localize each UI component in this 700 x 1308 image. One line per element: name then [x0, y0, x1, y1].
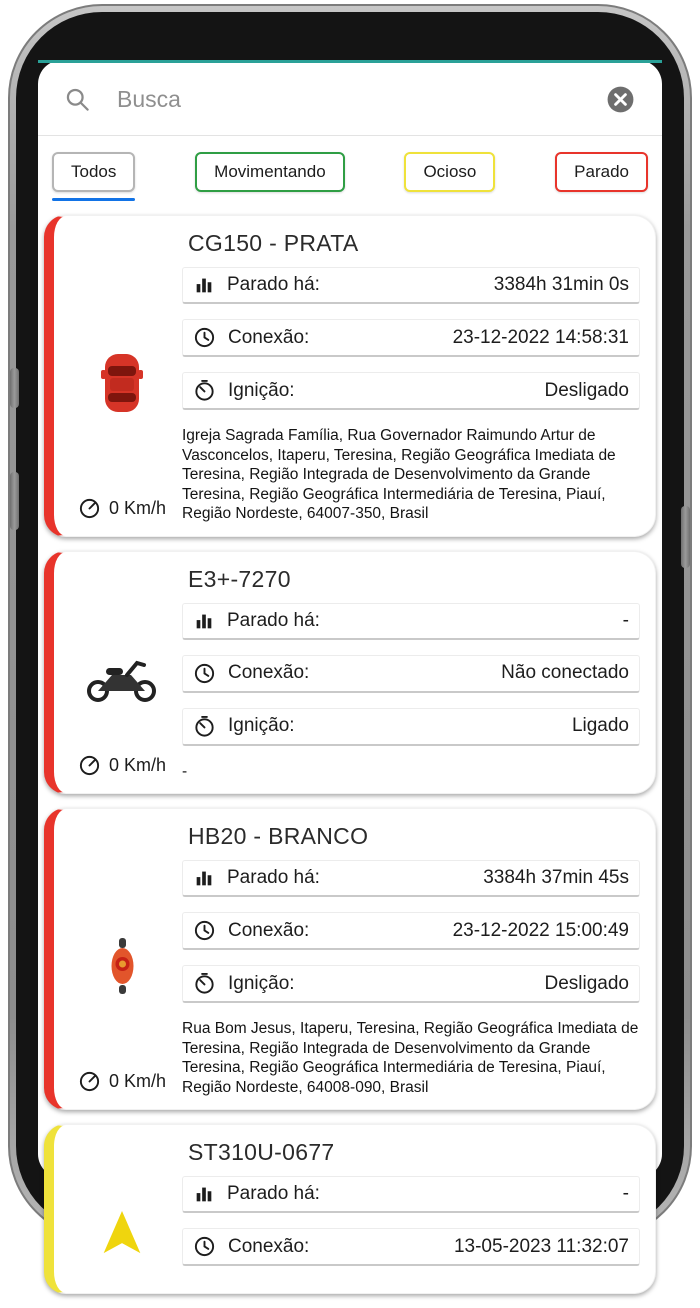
ignition-label: Ignição:	[228, 379, 295, 401]
ignition-row	[182, 372, 640, 410]
vehicle-address: -	[182, 762, 188, 780]
stopped-row	[182, 267, 640, 304]
power-button	[681, 506, 690, 568]
stopped-row	[182, 603, 640, 640]
filter-ocioso[interactable]: Ocioso	[404, 152, 495, 192]
ignition-label: Ignição:	[228, 972, 295, 994]
search-bar	[38, 63, 662, 136]
connection-row	[182, 655, 640, 693]
timer-icon	[193, 715, 216, 738]
stopped-row	[182, 1176, 640, 1213]
ignition-row	[182, 708, 640, 746]
ignition-row	[182, 965, 640, 1003]
stopped-value: 3384h 31min 0s	[493, 274, 629, 295]
connection-label: Conexão:	[228, 919, 310, 941]
vehicle-address: Igreja Sagrada Família, Rua Governador Raimundo Artur de Vasconcelos, Itaperu, Teresina, Região Geográfica Imediata de Teresina, Região Integrada de Desenvolvimento da Grande Teresina, Região Geográfica Intermediária de Teresina, Piauí, Região Nordeste, 64007-350, Brasil	[182, 427, 616, 523]
speed-indicator	[78, 491, 166, 524]
vehicle-card[interactable]	[44, 551, 656, 795]
ignition-label: Ignição:	[228, 715, 295, 737]
vehicle-name: E3+-7270	[188, 565, 291, 592]
phone-bezel	[16, 12, 684, 1257]
speed-value: 0 Km/h	[108, 497, 167, 518]
connection-label: Conexão:	[228, 326, 310, 348]
speed-indicator	[78, 1064, 166, 1097]
connection-row	[182, 912, 640, 950]
connection-row	[182, 319, 640, 357]
volume-up-button	[10, 368, 19, 408]
car-icon	[99, 275, 145, 491]
stopped-label: Parado há:	[227, 274, 320, 295]
vehicle-address: Rua Bom Jesus, Itaperu, Teresina, Região Geográfica Imediata de Teresina, Região Integrada de Desenvolvimento da Grande Teresina, Região Geográfica Intermediária de Teresina, Piauí, Região Nordeste, 64008-090, Brasil	[182, 1020, 639, 1096]
stopped-label: Parado há:	[227, 867, 320, 889]
clock-icon	[193, 662, 216, 685]
speedometer-icon	[78, 1070, 101, 1093]
search-input[interactable]	[115, 85, 605, 114]
stopped-label: Parado há:	[227, 609, 320, 631]
connection-value: 23-12-2022 14:58:31	[452, 326, 629, 348]
bar-chart-icon	[193, 274, 215, 296]
filter-todos[interactable]: Todos	[52, 152, 135, 192]
stopped-value: -	[622, 609, 629, 631]
stopped-row	[182, 860, 640, 897]
filter-todos-wrap	[52, 152, 135, 201]
stopped-value: 3384h 37min 45s	[483, 867, 629, 889]
stopped-label: Parado há:	[227, 1183, 320, 1205]
stopped-value: -	[622, 1183, 629, 1205]
clock-icon	[193, 1235, 216, 1258]
filter-ocioso-wrap	[404, 152, 495, 192]
speed-indicator	[78, 748, 166, 781]
connection-value: Não conectado	[501, 662, 629, 684]
app-screen	[38, 60, 662, 1257]
speed-value: 0 Km/h	[108, 755, 167, 776]
filter-parado[interactable]: Parado	[555, 152, 648, 192]
clear-search-button[interactable]	[605, 84, 636, 115]
connection-row	[182, 1228, 640, 1266]
search-icon	[64, 86, 91, 113]
connection-label: Conexão:	[228, 1235, 310, 1257]
ignition-value: Desligado	[544, 379, 629, 401]
vehicle-card[interactable]	[44, 808, 656, 1110]
connection-label: Conexão:	[228, 662, 310, 684]
vehicle-card[interactable]	[44, 1124, 656, 1294]
volume-down-button	[10, 472, 19, 530]
speed-value: 0 Km/h	[108, 1071, 167, 1092]
vehicle-card[interactable]	[44, 215, 656, 537]
filter-movimentando[interactable]: Movimentando	[195, 152, 345, 192]
speedometer-icon	[78, 497, 101, 520]
bar-chart-icon	[193, 1183, 215, 1205]
selected-filter-indicator	[52, 198, 135, 201]
ignition-value: Desligado	[544, 972, 629, 994]
close-icon	[605, 103, 636, 118]
speedometer-icon	[78, 754, 101, 777]
motorcycle-icon	[82, 611, 162, 749]
timer-icon	[193, 972, 216, 995]
filter-movimentando-wrap	[195, 152, 345, 192]
bar-chart-icon	[193, 867, 215, 889]
clock-icon	[193, 919, 216, 942]
status-filter-bar	[38, 136, 662, 211]
ignition-value: Ligado	[571, 715, 629, 737]
vehicle-list[interactable]	[38, 211, 662, 1308]
bar-chart-icon	[193, 610, 215, 632]
navigation-arrow-icon	[100, 1184, 144, 1281]
connection-value: 13-05-2023 11:32:07	[453, 1235, 629, 1257]
clock-icon	[193, 326, 216, 349]
vehicle-name: ST310U-0677	[188, 1139, 335, 1166]
timer-icon	[193, 379, 216, 402]
phone-frame	[8, 4, 692, 1257]
filter-parado-wrap	[555, 152, 648, 192]
scooter-icon	[109, 868, 136, 1064]
vehicle-name: HB20 - BRANCO	[188, 823, 369, 850]
connection-value: 23-12-2022 15:00:49	[452, 919, 629, 941]
vehicle-name: CG150 - PRATA	[188, 230, 359, 256]
